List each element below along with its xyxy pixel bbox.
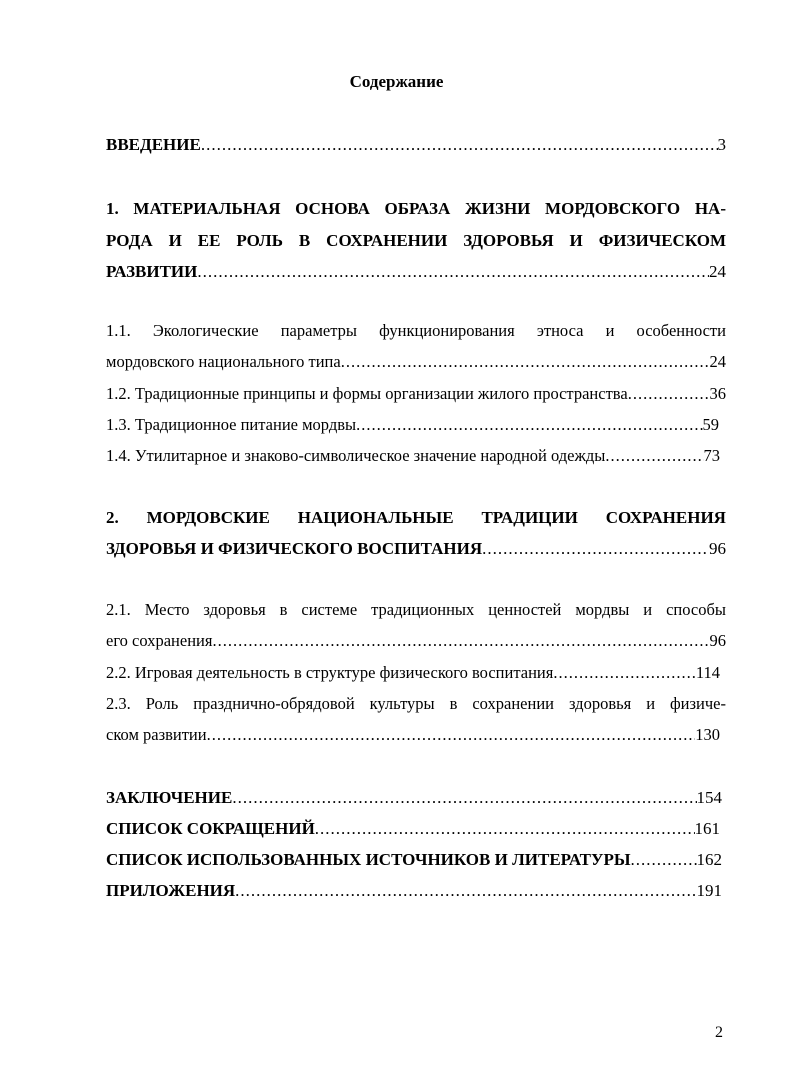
word: здоровья [568, 694, 632, 713]
word: ТРАДИЦИИ [481, 508, 578, 527]
leader-dots [235, 877, 696, 905]
word: ЕЕ [197, 231, 221, 250]
word: ОБРАЗА [384, 199, 451, 218]
word: ФИЗИЧЕСКОМ [598, 231, 726, 250]
word: Экологические [152, 321, 259, 340]
word: системе [301, 600, 358, 619]
leader-dots [232, 784, 696, 812]
word: РОДА [106, 231, 153, 250]
word: ЗДОРОВЬЯ [463, 231, 554, 250]
toc-page-number: 130 [695, 725, 720, 744]
word: РОЛЬ [236, 231, 283, 250]
word: в [279, 600, 288, 619]
word: ЖИЗНИ [464, 199, 531, 218]
leader-dots [207, 721, 696, 749]
word: МОРДОВСКИЕ [146, 508, 270, 527]
word: и [643, 600, 653, 619]
word: В [298, 231, 311, 250]
toc-entry-text: ском развитии [106, 725, 207, 744]
toc-entry-text: 2.2. Игровая деятельность в структуре физического воспитания [106, 663, 554, 682]
toc-chapter1-line3 [106, 258, 726, 286]
toc-section-2-1-line2 [106, 627, 726, 655]
toc-entry-appendix [106, 877, 722, 905]
word: 2. [106, 508, 119, 527]
toc-entry-text: ЗДОРОВЬЯ И ФИЗИЧЕСКОГО ВОСПИТАНИЯ [106, 539, 483, 558]
word: ценностей [488, 600, 562, 619]
leader-dots [482, 535, 709, 563]
page-title: Содержание [349, 72, 444, 91]
leader-dots [628, 380, 710, 408]
toc-entry-text: РАЗВИТИИ [106, 262, 198, 281]
word: в [449, 694, 458, 713]
toc-section-1-4 [106, 442, 720, 470]
toc-section-2-2 [106, 659, 720, 687]
toc-entry-text: его сохранения [106, 631, 213, 650]
leader-dots [631, 846, 697, 874]
toc-entry-sources [106, 846, 722, 874]
leader-dots [212, 627, 709, 655]
word: физиче- [669, 694, 726, 713]
word: Место [144, 600, 190, 619]
leader-dots [197, 258, 709, 286]
leader-dots [605, 442, 703, 470]
toc-page-number: 3 [717, 135, 726, 154]
page-number: 2 [715, 1024, 723, 1041]
leader-dots [356, 411, 702, 439]
word: и [605, 321, 615, 340]
word: способы [666, 600, 726, 619]
leader-dots [315, 815, 695, 843]
word: этноса [536, 321, 584, 340]
word: МАТЕРИАЛЬНАЯ [133, 199, 281, 218]
toc-entry-text: ЗАКЛЮЧЕНИЕ [106, 788, 233, 807]
word: 2.3. [106, 694, 131, 713]
toc-page-number: 36 [709, 384, 726, 403]
toc-page-number: 59 [702, 415, 719, 434]
toc-page-number: 73 [703, 446, 720, 465]
toc-chapter1-line2 [106, 227, 726, 255]
toc-section-2-1-line1 [106, 596, 726, 624]
toc-page-number: 114 [695, 663, 720, 682]
toc-page-number: 24 [709, 352, 726, 371]
word: празднично-обрядовой [193, 694, 355, 713]
word: сохранении [472, 694, 554, 713]
word: НА- [694, 199, 726, 218]
word: СОХРАНЕНИЯ [605, 508, 726, 527]
word: особенности [636, 321, 726, 340]
toc-page-number: 96 [709, 539, 726, 558]
toc-section-1-1-line2 [106, 348, 726, 376]
toc-page-number: 191 [696, 881, 722, 900]
toc-page-number: 162 [696, 850, 722, 869]
toc-chapter1-line1 [106, 195, 726, 223]
word: СОХРАНЕНИИ [326, 231, 448, 250]
toc-section-1-3 [106, 411, 719, 439]
leader-dots [553, 659, 696, 687]
toc-entry-text: 1.3. Традиционное питание мордвы [106, 415, 357, 434]
word: НАЦИОНАЛЬНЫЕ [297, 508, 454, 527]
word: И [569, 231, 583, 250]
toc-entry-text: ВВЕДЕНИЕ [106, 135, 201, 154]
toc-page-number: 161 [694, 819, 720, 838]
word: И [168, 231, 182, 250]
toc-entry-conclusion [106, 784, 722, 812]
toc-entry-intro [106, 131, 726, 159]
toc-entry-text: СПИСОК ИСПОЛЬЗОВАННЫХ ИСТОЧНИКОВ И ЛИТЕРАТУРЫ [106, 850, 631, 869]
toc-page-number: 96 [709, 631, 726, 650]
toc-section-1-2 [106, 380, 726, 408]
toc-chapter2-line2 [106, 535, 726, 563]
word: традиционных [371, 600, 475, 619]
word: ОСНОВА [295, 199, 370, 218]
toc-entry-text: 1.2. Традиционные принципы и формы организации жилого пространства [106, 384, 628, 403]
word: МОРДОВСКОГО [545, 199, 681, 218]
toc-page-number: 154 [696, 788, 722, 807]
toc-entry-text: СПИСОК СОКРАЩЕНИЙ [106, 819, 315, 838]
toc-section-2-3-line1 [106, 690, 726, 718]
toc-entry-text: 1.4. Утилитарное и знаково-символическое значение народной одежды [106, 446, 606, 465]
word: 1.1. [106, 321, 131, 340]
word: 1. [106, 199, 119, 218]
toc-entry-text: ПРИЛОЖЕНИЯ [106, 881, 236, 900]
toc-section-1-1-line1 [106, 317, 726, 345]
word: функционирования [379, 321, 515, 340]
toc-entry-abbreviations [106, 815, 720, 843]
word: здоровья [203, 600, 266, 619]
word: культуры [369, 694, 435, 713]
word: мордвы [575, 600, 630, 619]
leader-dots [201, 131, 718, 159]
leader-dots [341, 348, 710, 376]
toc-entry-text: мордовского национального типа [106, 352, 341, 371]
word: 2.1. [106, 600, 131, 619]
toc-page-number: 24 [709, 262, 726, 281]
word: параметры [280, 321, 357, 340]
word: и [646, 694, 656, 713]
toc-chapter2-line1 [106, 504, 726, 532]
toc-section-2-3-line2 [106, 721, 720, 749]
word: Роль [145, 694, 179, 713]
